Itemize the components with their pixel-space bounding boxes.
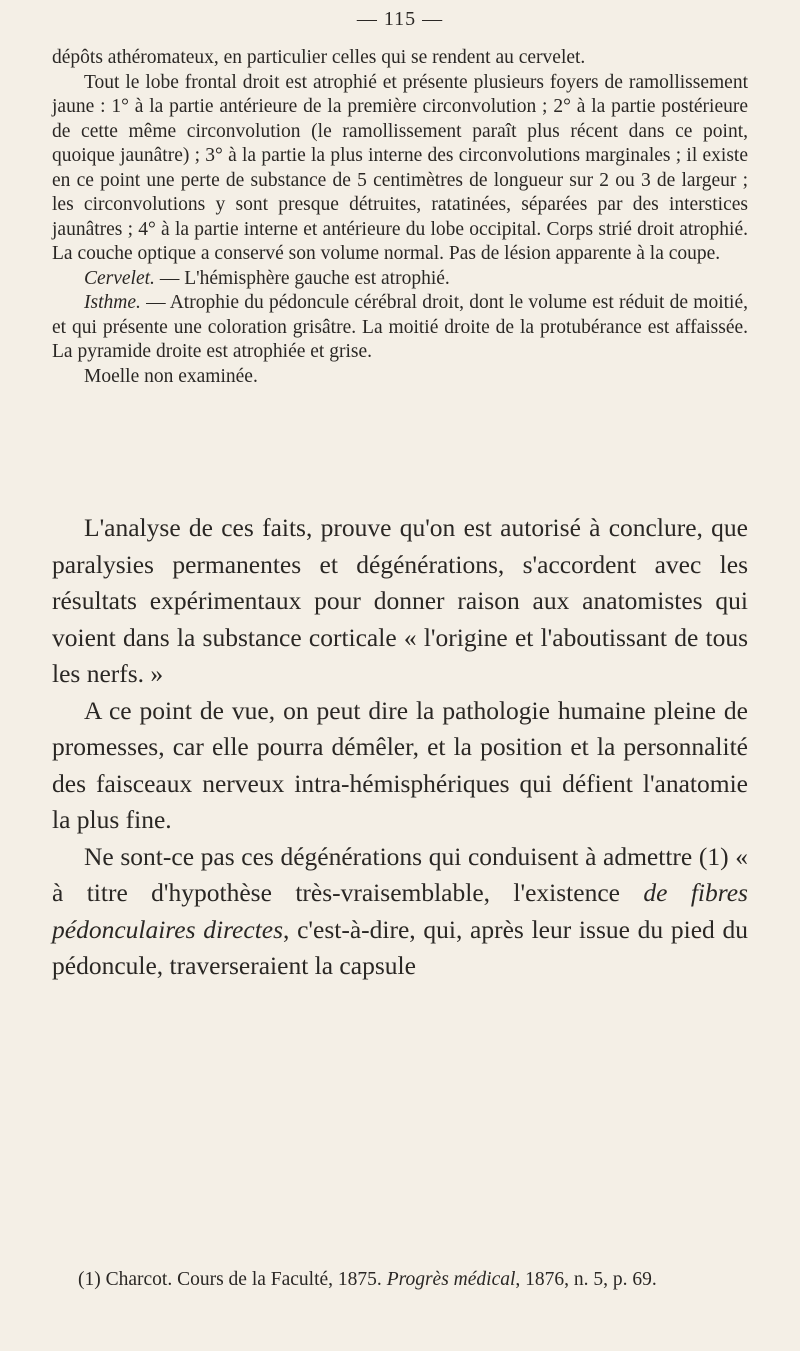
paragraph-degenerations: [52, 839, 748, 985]
paragraph-isthme: [52, 291, 748, 365]
paragraph-frontal-lobe: Tout le lobe frontal droit est atrophié et présente plusieurs foyers de ramollissement jaune : 1° à la partie antérieure de la première circonvolution ; 2° à la partie postérieure de cette même circonvolution (le ramollissement paraît plus récent dans ce point, quoique jaunâtre) ; 3° à la partie la plus interne des circonvolutions marginales ; il existe en ce point une perte de substance de 5 centimètres de longueur sur 2 ou 3 de largeur ; les circonvolutions y sont presque détruites, ratatinées, séparées par des interstices jaunâtres ; 4° à la partie interne et antérieure du lobe occipital. Corps strié droit atrophié. La couche optique a conservé son volume normal. Pas de lésion apparente à la coupe.: [52, 71, 748, 264]
text-degenerations-start: Ne sont-ce pas ces dégénérations qui conduisent à admettre (1) « à titre d'hypothèse très-vraisemblable, l'existence: [52, 841, 748, 907]
footnote-end: , 1876, n. 5, p. 69.: [515, 1269, 657, 1290]
label-isthme: Isthme.: [84, 292, 141, 313]
footnote-start: (1) Charcot. Cours de la Faculté, 1875.: [78, 1269, 387, 1290]
text-fibres-italic: de fibres pédonculaires directes: [52, 878, 748, 944]
footnote: [52, 1267, 748, 1292]
text-cervelet: — L'hémisphère gauche est atrophié.: [154, 267, 450, 289]
label-cervelet: Cervelet.: [84, 267, 155, 289]
observation-block: [52, 46, 748, 389]
paragraph-pathology: A ce point de vue, on peut dire la pathologie humaine pleine de promesses, car elle pourra démêler, et la position et la personnalité des faisceaux nerveux intra-hémisphériques qui défient l'anatomie la plus fine.: [52, 695, 748, 834]
paragraph-analysis: L'analyse de ces faits, prouve qu'on est autorisé à conclure, que paralysies permanentes et dégénérations, s'accordent avec les résultats expérimentaux pour donner raison aux anatomistes qui voient dans la substance corticale « l'origine et l'aboutissant de tous les nerfs. »: [52, 513, 748, 688]
discussion-block: [52, 510, 748, 985]
paragraph-cervelet: [52, 267, 748, 292]
text-isthme: — Atrophie du pédoncule cérébral droit, dont le volume est réduit de moitié, et qui présente une coloration grisâtre. La moitié droite de la protubérance est affaissée. La pyramide droite est atrophiée et grise.: [52, 292, 748, 362]
paragraph-cervelet-deposits: dépôts athéromateux, en particulier celles qui se rendent au cervelet.: [52, 47, 586, 68]
footnote-text: [52, 1267, 748, 1292]
footnote-journal: Progrès médical: [386, 1269, 516, 1290]
text-degenerations-end: , c'est-à-dire, qui, après leur issue du pied du pédoncule, traverseraient la capsule: [52, 914, 748, 980]
paragraph-moelle: Moelle non examinée.: [84, 365, 258, 387]
page-number: — 115 —: [356, 8, 444, 30]
